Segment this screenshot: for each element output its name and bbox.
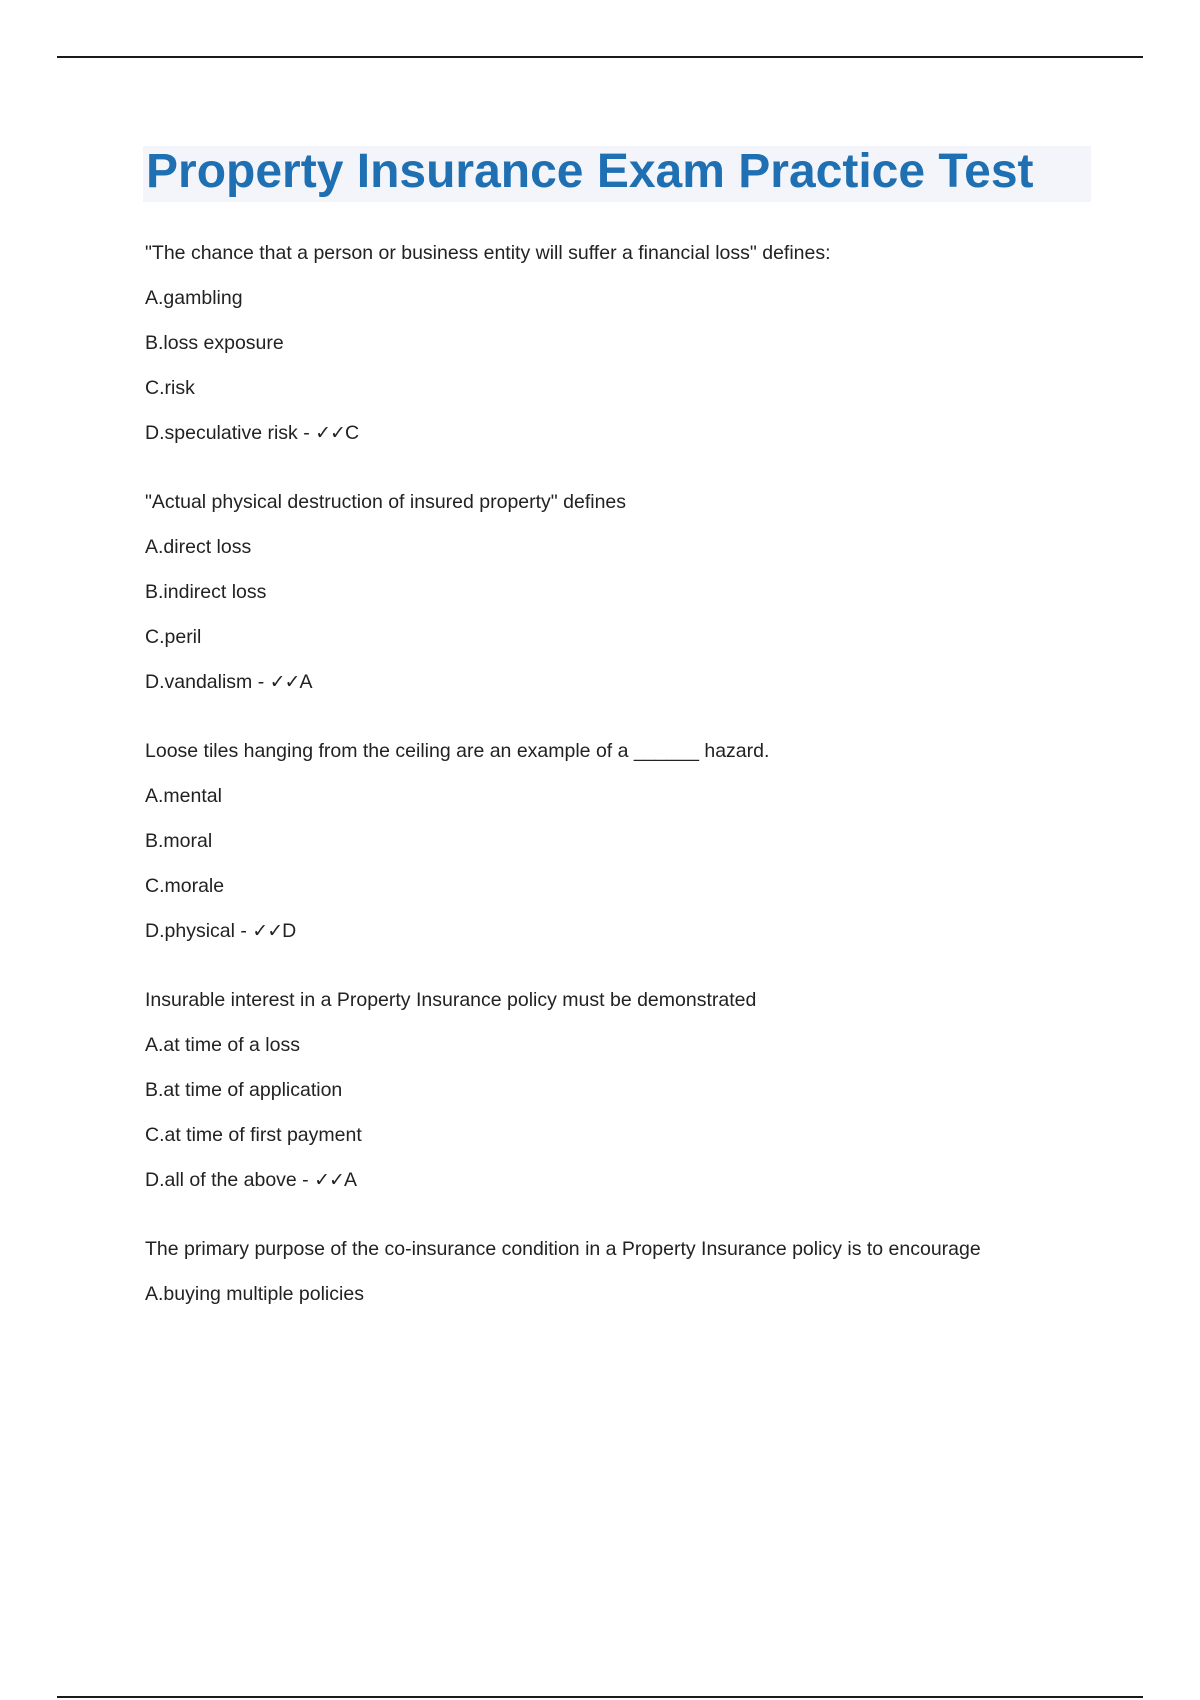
option-c: C.peril: [145, 626, 202, 648]
question-2: [145, 490, 1125, 694]
option-d: [145, 421, 1125, 445]
question-1: [145, 241, 1125, 445]
answer-check-marks: ✓✓: [314, 1169, 344, 1191]
option-d-text: D.speculative risk -: [145, 422, 316, 444]
question-stem: Loose tiles hanging from the ceiling are an example of a ______ hazard.: [145, 740, 770, 762]
answer-check-marks: ✓✓: [269, 671, 300, 693]
option-a: A.at time of a loss: [145, 1034, 300, 1056]
answer-letter: D: [282, 920, 297, 942]
option-a: A.buying multiple policies: [145, 1283, 364, 1305]
option-a: A.mental: [145, 785, 222, 807]
question-stem: Insurable interest in a Property Insurance policy must be demonstrated: [145, 989, 757, 1011]
question-stem: "Actual physical destruction of insured property" defines: [145, 491, 627, 513]
option-a: A.gambling: [145, 287, 243, 309]
question-stem: "The chance that a person or business entity will suffer a financial loss" defines:: [145, 242, 831, 264]
option-d: [145, 1168, 1125, 1192]
answer-letter: A: [343, 1169, 357, 1191]
option-b: B.loss exposure: [145, 332, 284, 354]
option-a: A.direct loss: [145, 536, 252, 558]
option-b: B.moral: [145, 830, 213, 852]
option-d: [145, 919, 1125, 943]
option-d-text: D.physical -: [145, 920, 253, 942]
option-c: C.risk: [145, 377, 195, 399]
question-stem: The primary purpose of the co-insurance condition in a Property Insurance policy is to encourage: [145, 1238, 981, 1260]
answer-letter: A: [299, 671, 313, 693]
answer-check-marks: ✓✓: [315, 422, 345, 444]
option-c: C.morale: [145, 875, 225, 897]
option-d-text: D.all of the above -: [145, 1169, 315, 1191]
question-3: [145, 739, 1125, 943]
question-list: [145, 241, 1125, 1351]
question-4: [145, 988, 1125, 1192]
page-title: Property Insurance Exam Practice Test: [146, 145, 1034, 198]
answer-letter: C: [344, 422, 360, 444]
bottom-rule: [57, 1696, 1143, 1698]
option-c: C.at time of first payment: [145, 1124, 362, 1146]
option-d: [145, 670, 1125, 694]
option-b: B.at time of application: [145, 1079, 343, 1101]
answer-check-marks: ✓✓: [252, 920, 283, 942]
option-d-text: D.vandalism -: [145, 671, 270, 693]
question-5: [145, 1237, 1125, 1306]
option-b: B.indirect loss: [145, 581, 267, 603]
top-rule: [57, 56, 1143, 58]
